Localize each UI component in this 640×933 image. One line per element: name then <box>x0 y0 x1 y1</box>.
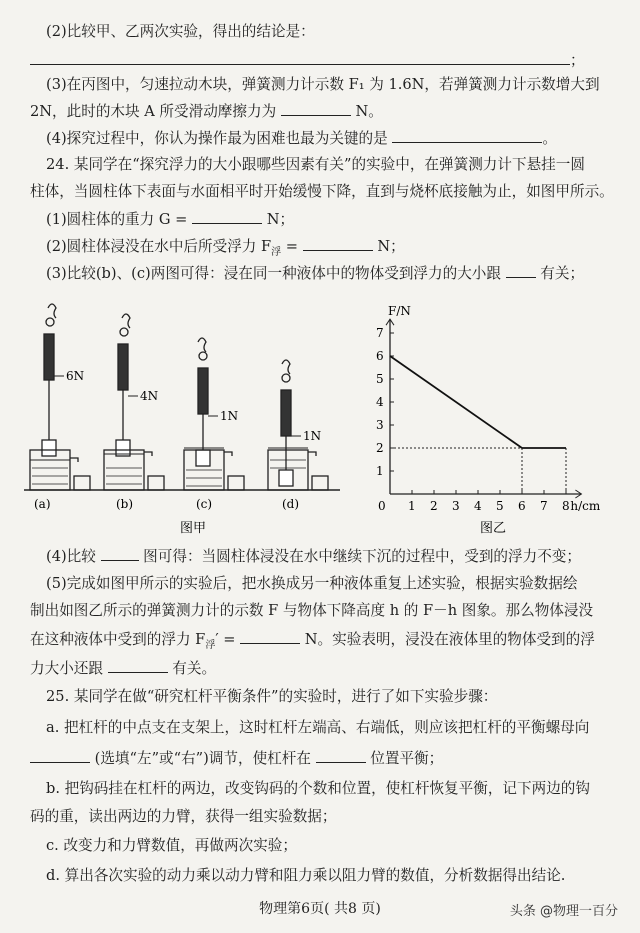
q24-5-cont2: 在这种液体中受到的浮力 $F_浮' = N$。实验表明，浸没在液体里的物体受到的浮 <box>30 631 595 651</box>
q25-stem: 25. 某同学在做“研究杠杆平衡条件”的实验时，进行了如下实验步骤： <box>46 688 498 705</box>
q24-4: (4)比较 图可得：当圆柱体浸没在水中继续下沉的过程中，受到的浮力不变； <box>46 548 581 565</box>
answer-blank[interactable] <box>316 748 366 763</box>
q24-3: (3)比较(b)、(c)两图可得：浸在同一种液体中的物体受到浮力的大小跟 有关； <box>46 265 585 282</box>
q23-4: (4)探究过程中，你认为操作最为困难也最为关键的是 。 <box>46 130 557 147</box>
x-tick-label: 2 <box>430 499 438 513</box>
y-tick-label: 3 <box>376 418 384 432</box>
q24-5: (5)完成如图甲所示的实验后，把水换成另一种液体重复上述实验，根据实验数据绘 <box>46 575 578 592</box>
q25-b-cont: 码的重，读出两边的力臂，获得一组实验数据； <box>30 808 337 825</box>
q24-1: (1)圆柱体的重力 G = N； <box>46 211 295 228</box>
x-tick-label: 4 <box>474 499 482 513</box>
y-tick-label: 4 <box>376 395 384 409</box>
q25-a-cont: (选填“左”或“右”)调节，使杠杆在 位置平衡； <box>30 748 615 769</box>
x-tick-label: 1 <box>408 499 416 513</box>
label-a: (a) <box>34 497 51 511</box>
label-c: (c) <box>196 497 213 511</box>
reading-b: 4N <box>140 389 159 403</box>
page-footer: 物理第6页( 共8 页) <box>259 901 381 917</box>
y-tick-label: 5 <box>376 372 384 386</box>
label-d: (d) <box>282 497 300 511</box>
figure-area <box>20 300 620 540</box>
y-tick-label: 1 <box>376 464 384 478</box>
apparatus-d <box>268 360 328 490</box>
apparatus-a <box>30 304 90 490</box>
x-tick-label: 3 <box>452 499 460 513</box>
answer-blank[interactable] <box>506 263 536 278</box>
answer-blank[interactable] <box>101 546 139 561</box>
answer-blank[interactable] <box>30 748 90 763</box>
answer-blank[interactable] <box>192 209 262 224</box>
y-axis-label: F/N <box>388 304 411 319</box>
y-tick-label: 7 <box>376 326 384 340</box>
figure-svg <box>20 300 620 540</box>
answer-blank[interactable] <box>30 50 570 65</box>
q23-3: (3)在丙图中，匀速拉动木块，弹簧测力计示数 F₁ 为 1.6N，若弹簧测力计示数增大到 <box>46 76 600 93</box>
q25-d: d. 算出各次实验的动力乘以动力臂和阻力乘以阻力臂的数值，分析数据得出结论. <box>46 867 566 884</box>
q25-a: a. 把杠杆的中点支在支架上，这时杠杆左端高、右端低，则应该把杠杆的平衡螺母向 <box>46 719 590 736</box>
x-tick-label: 5 <box>496 499 504 513</box>
graph-yi <box>376 304 601 513</box>
q24-2: (2)圆柱体浸没在水中后所受浮力 $F_浮 = N$； <box>46 238 405 258</box>
answer-blank[interactable] <box>240 629 300 644</box>
caption-yi: 图乙 <box>480 521 507 536</box>
answer-blank[interactable] <box>281 101 351 116</box>
q24-5-cont3: 力大小还跟 有关。 <box>30 660 217 677</box>
q23-2: (2)比较甲、乙两次实验，得出的结论是： <box>46 23 315 40</box>
x-tick-label: 6 <box>518 499 526 513</box>
watermark: 头条 @物理一百分 <box>509 904 618 919</box>
answer-blank[interactable] <box>392 128 542 143</box>
x-tick-label: 7 <box>540 499 548 513</box>
y-tick-label: 6 <box>376 349 384 363</box>
q24-5-cont1: 制出如图乙所示的弹簧测力计的示数 F 与物体下降高度 h 的 F－h 图象。那么物体浸没 <box>30 602 594 619</box>
label-b: (b) <box>116 497 134 511</box>
x-tick-label: 8 <box>562 499 570 513</box>
q25-c: c. 改变力和力臂数值，再做两次实验； <box>46 837 297 854</box>
answer-blank[interactable] <box>108 658 168 673</box>
reading-a: 6N <box>66 369 85 383</box>
reading-d: 1N <box>303 429 322 443</box>
reading-c: 1N <box>220 409 239 423</box>
y-tick-label: 2 <box>376 441 384 455</box>
q25-b: b. 把钩码挂在杠杆的两边，改变钩码的个数和位置，使杠杆恢复平衡，记下两边的钩 <box>46 780 590 797</box>
q23-2-blank-line: ； <box>30 50 615 71</box>
origin-label: 0 <box>378 499 386 513</box>
x-axis-label: h/cm <box>570 499 601 513</box>
answer-blank[interactable] <box>303 236 373 251</box>
q24-stem: 24. 某同学在“探究浮力的大小跟哪些因素有关”的实验中，在弹簧测力计下悬挂一圆 <box>46 156 585 173</box>
q24-stem-cont: 柱体，当圆柱体下表面与水面相平时开始缓慢下降，直到与烧杯底接触为止，如图甲所示。 <box>30 183 614 200</box>
q23-3-cont: 2N，此时的木块 A 所受滑动摩擦力为 N。 <box>30 103 383 120</box>
caption-jia: 图甲 <box>180 521 207 536</box>
f-h-line <box>390 356 566 448</box>
